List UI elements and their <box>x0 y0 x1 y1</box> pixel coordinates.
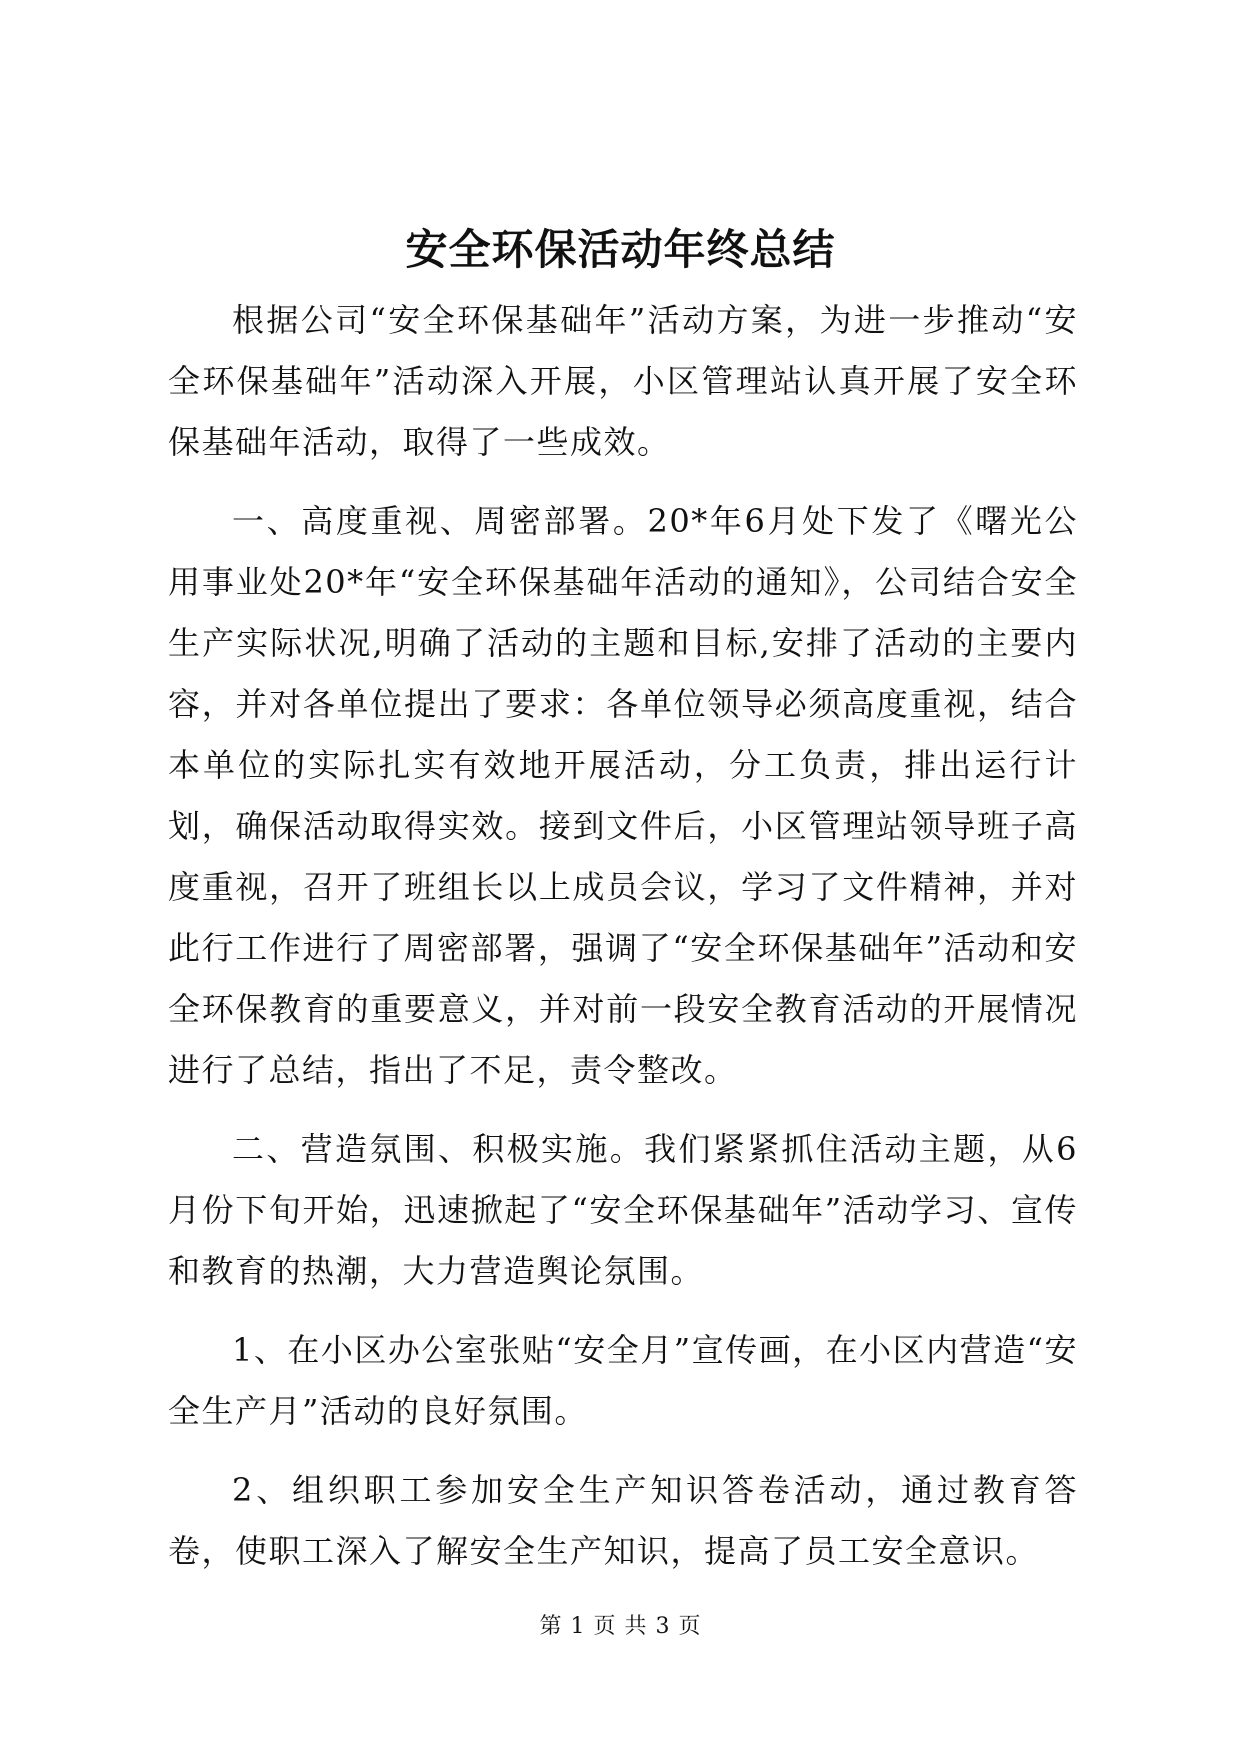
document-title: 安全环保活动年终总结 <box>405 225 836 274</box>
paragraph-item-2: 2、组织职工参加安全生产知识答卷活动，通过教育答卷，使职工深入了解安全生产知识，提高了员工安全意识。 <box>168 1471 1078 1570</box>
page-number-footer: 第 1 页 共 3 页 <box>539 1614 702 1639</box>
paragraph-intro: 根据公司“安全环保基础年”活动方案，为进一步推动“安全环保基础年”活动深入开展，小区管理站认真开展了安全环保基础年活动，取得了一些成效。 <box>168 301 1078 461</box>
paragraph-section-2: 二、营造氛围、积极实施。我们紧紧抓住活动主题，从6月份下旬开始，迅速掀起了“安全环保基础年”活动学习、宣传和教育的热潮，大力营造舆论氛围。 <box>168 1130 1078 1290</box>
paragraph-section-1: 一、高度重视、周密部署。20*年6月处下发了《曙光公用事业处20*年“安全环保基础年活动的通知》，公司结合安全生产实际状况,明确了活动的主题和目标,安排了活动的主要内容，并对各单位提出了要求：各单位领导必须高度重视，结合本单位的实际扎实有效地开展活动，分工负责，排出运行计划，确保活动取得实效。接到文件后，小区管理站领导班子高度重视，召开了班组长以上成员会议，学习了文件精神，并对此行工作进行了周密部署，强调了“安全环保基础年”活动和安全环保教育的重要意义，并对前一段安全教育活动的开展情况进行了总结，指出了不足，责令整改。 <box>168 502 1078 1089</box>
document-body <box>168 290 1078 1600</box>
paragraph-item-1: 1、在小区办公室张贴“安全月”宣传画，在小区内营造“安全生产月”活动的良好氛围。 <box>168 1331 1078 1430</box>
